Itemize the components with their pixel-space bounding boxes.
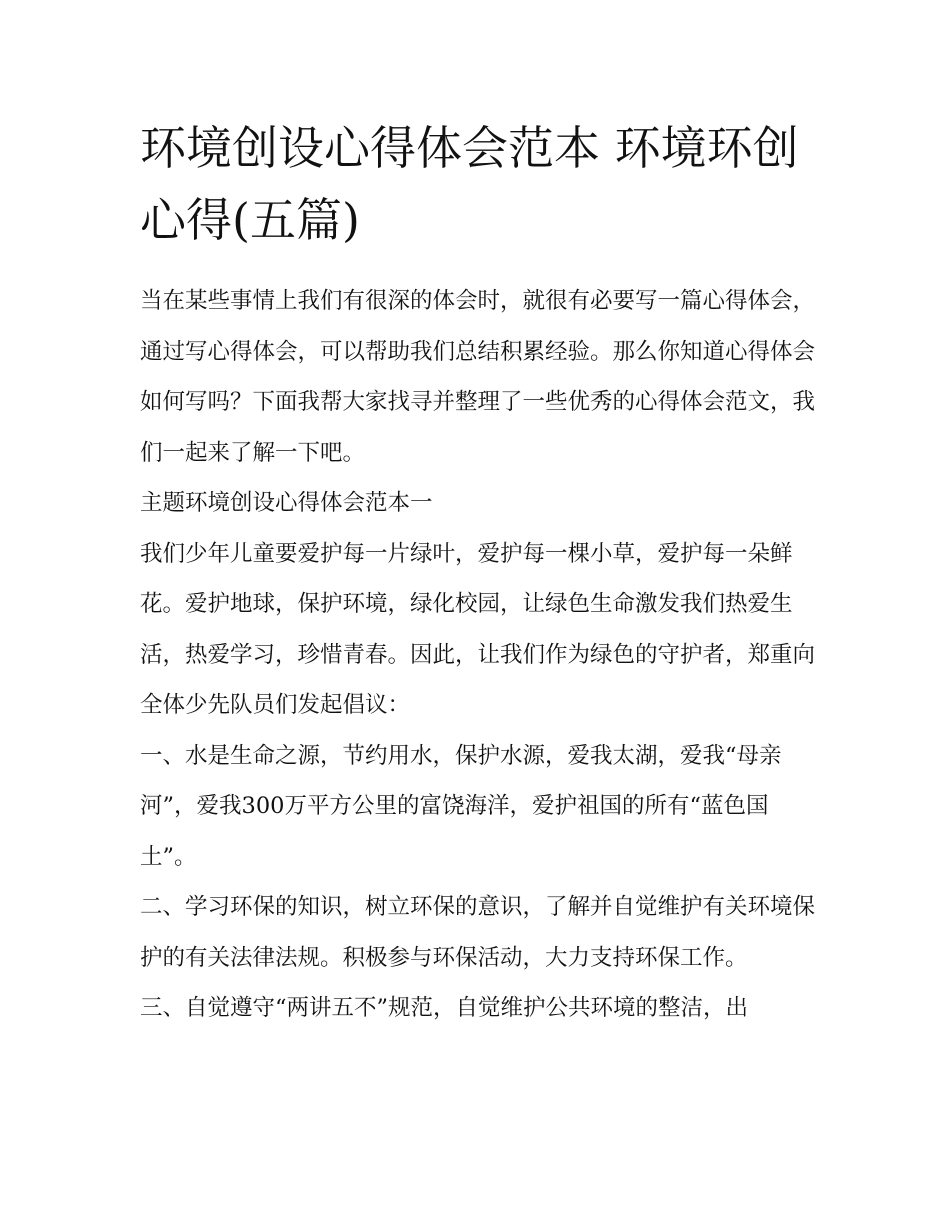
list-item-2: 二、学习环保的知识，树立环保的意识，了解并自觉维护有关环境保护的有关法律法规。积极参与环保活动，大力支持环保工作。 xyxy=(140,894,816,971)
section-heading: 主题环境创设心得体会范本一 xyxy=(140,490,433,516)
list-item-3: 三、自觉遵守“两讲五不”规范，自觉维护公共环境的整洁，出 xyxy=(140,995,749,1021)
list-item-1: 一、水是生命之源，节约用水，保护水源，爱我太湖，爱我“母亲河”，爱我300万平方公里的富饶海洋，爱护祖国的所有“蓝色国土”。 xyxy=(140,742,782,870)
body-paragraph: 我们少年儿童要爱护每一片绿叶，爱护每一棵小草，爱护每一朵鲜花。爱护地球，保护环境，绿化校园，让绿色生命激发我们热爱生活，热爱学习，珍惜青春。因此，让我们作为绿色的守护者，郑重向全体少先队员们发起倡议： xyxy=(140,540,816,718)
intro-paragraph: 当在某些事情上我们有很深的体会时，就很有必要写一篇心得体会，通过写心得体会，可以帮助我们总结积累经验。那么你知道心得体会如何写吗？下面我帮大家找寻并整理了一些优秀的心得体会范文，我们一起来了解一下吧。 xyxy=(140,288,816,466)
document-title: 环境创设心得体会范本 环境环创心得(五篇) xyxy=(140,121,799,247)
document-body xyxy=(140,276,820,1034)
